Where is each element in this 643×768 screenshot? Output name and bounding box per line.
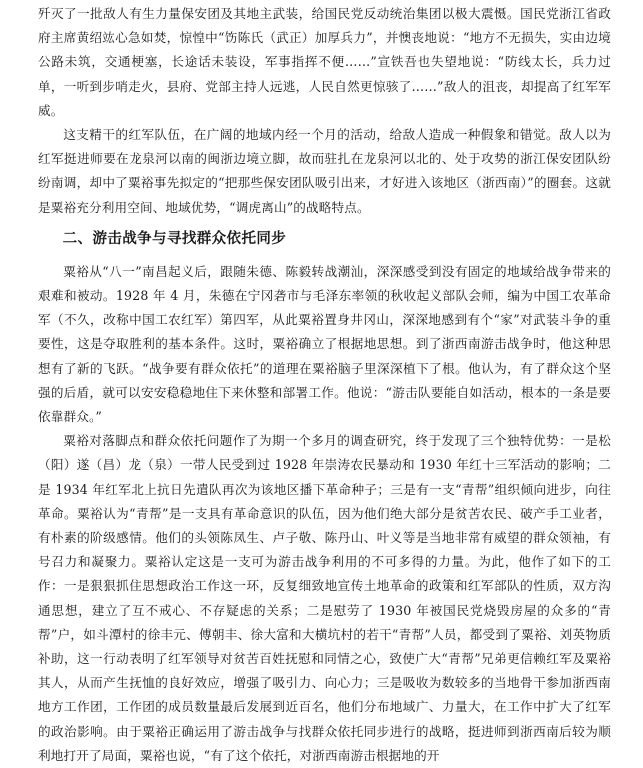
body-paragraph-4: 粟裕对落脚点和群众依托问题作了为期一个多月的调查研究，终于发现了三个独特优势：一是松（阳）遂（昌）龙（泉）一带人民受到过 1928 年崇涛农民暴动和 1930 年红十三军活动的影响；二是 1934 年红军北上抗日先遣队再次为该地区播下革命种子；三是有一支“青帮”组织倾向进步，向往革命。粟裕认为“青帮”是一支具有革命意识的队伍，因为他们绝大部分是贫苦农民、破产手工业者，有朴素的阶级感情。他们的头领陈凤生、卢子敬、陈丹山、叶义等是当地非常有威望的群众领袖，有号召力和凝聚力。粟裕认定这是一支可为游击战争利用的不可多得的力量。为此，他作了如下的工作：一是狠狠抓住思想政治工作这一环，反复细致地宣传土地革命的政策和红军部队的性质，双方沟通思想，建立了互不戒心、不存疑虑的关系；二是慰劳了 1930 年被国民党烧毁房屋的众多的“青帮”户，如斗潭村的徐丰元、傅朝丰、徐大富和大横坑村的若干“青帮”人员，都受到了粟裕、刘英物质补助，这一行动表明了红军领导对贫苦百姓抚慰和同情之心，致使广大“青帮”兄弟更信赖红军及粟裕其人，从而产生抚恤的良好效应，增强了吸引力、向心力；三是吸收为数较多的当地骨干参加浙西南地方工作团，工作团的成员数量最后发展到近百名，他们分布地域广、力量大，在工作中扩大了红军的政治影响。由于粟裕正确运用了游击战争与找群众依托同步进行的战略，挺进师到浙西南后较为顺利地打开了局面，粟裕也说，“有了这个依托，对浙西南游击根据地的开 <box>38 433 611 763</box>
body-paragraph-2: 这支精干的红军队伍，在广阔的地域内经一个月的活动，给敌人造成一种假象和错觉。敌人以为红军挺进师要在龙泉河以南的闽浙边境立脚，故而驻扎在龙泉河以北的、处于攻势的浙江保安团队纷纷南调，却中了粟裕事先拟定的“把那些保安团队吸引出来，才好进入该地区（浙西南）”的圈套。这就是粟裕充分利用空间、地域优势，“调虎离山”的战略特点。 <box>38 127 611 215</box>
section-heading: 二、游击战争与寻找群众依托同步 <box>62 230 287 247</box>
body-paragraph-1: 歼灭了一批敌人有生力量保安团及其地主武装，给国民党反动统治集团以极大震慑。国民党浙江省政府主席黄绍竑心急如焚，惊惶中“饬陈氏（武正）加厚兵力”，并懊丧地说：“地方不无损失，实由边境公路未筑，交通梗塞，长途话未装设，军事指挥不便……”宣铁吾也失望地说：“防线太长，兵力过单，一听到步哨走火，县府、党部主持人远逃，人民自然更惊骇了……”敌人的沮丧，却提高了红军军威。 <box>38 6 611 118</box>
body-paragraph-3: 粟裕从“八一”南昌起义后，跟随朱德、陈毅转战潮汕，深深感受到没有固定的地域给战争带来的艰难和被动。1928 年 4 月，朱德在宁冈砻市与毛泽东率领的秋收起义部队会师，编为中国工农革命军（不久，改称中国工农红军）第四军，从此粟裕置身井冈山，深深地感到有个“家”对武装斗争的重要性，这是夺取胜利的基本条件。这时，粟裕确立了根据地思想。到了浙西南游击战争时，他这种思想有了新的飞跃。“战争要有群众依托”的道理在粟裕脑子里深深植下了根。他认为，有了群众这个坚强的后盾，就可以安安稳稳地住下来休整和部署工作。他说：“游击队要能自如活动，根本的一条是要依靠群众。” <box>38 263 611 425</box>
